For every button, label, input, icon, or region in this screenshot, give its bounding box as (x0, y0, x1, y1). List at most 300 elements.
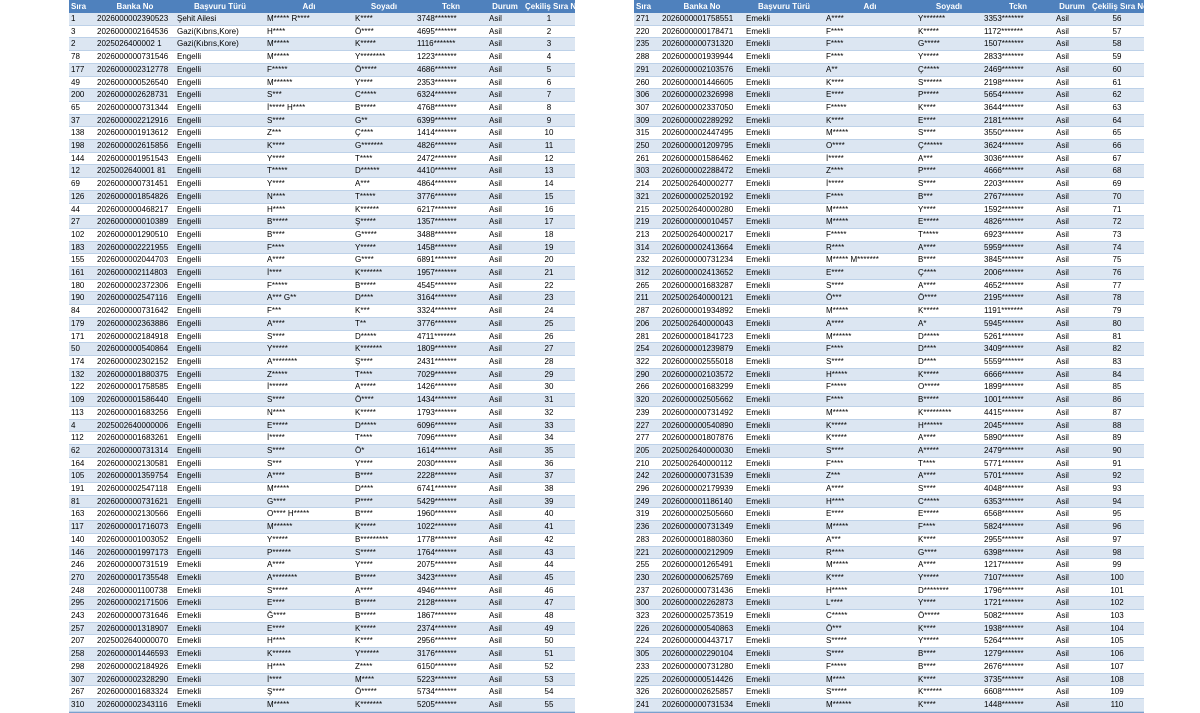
cell-sira: 232 (634, 254, 660, 267)
cell-cekilis-sira-no: 62 (1090, 89, 1144, 102)
cell-basvuru-turu: Emekli (744, 394, 824, 407)
cell-tckn: 2833******* (982, 51, 1054, 64)
cell-sira: 155 (69, 254, 95, 267)
cell-soyadi: Y**** (353, 457, 415, 470)
cell-adi: F**** (824, 38, 916, 51)
table-row (69, 457, 575, 470)
cell-adi: H***** (824, 368, 916, 381)
cell-durum: Asil (1054, 444, 1090, 457)
cell-tckn: 2006******* (982, 267, 1054, 280)
cell-basvuru-turu: Engelli (175, 495, 265, 508)
cell-sira: 295 (69, 597, 95, 610)
cell-basvuru-turu: Engelli (175, 457, 265, 470)
cell-adi: İ***** (265, 432, 353, 445)
cell-sira: 307 (69, 673, 95, 686)
table-row (69, 216, 575, 229)
cell-adi: A**** (824, 483, 916, 496)
cell-adi: P****** (265, 546, 353, 559)
cell-basvuru-turu: Emekli (175, 610, 265, 623)
cell-basvuru-turu: Engelli (175, 508, 265, 521)
cell-sira: 144 (69, 152, 95, 165)
cell-sira: 283 (634, 533, 660, 546)
cell-sira: 281 (634, 330, 660, 343)
cell-sira: 226 (634, 622, 660, 635)
cell-soyadi: Ö**** (353, 25, 415, 38)
cell-durum: Asil (487, 241, 523, 254)
cell-adi: S***** (265, 584, 353, 597)
cell-soyadi: Y**** (353, 559, 415, 572)
cell-durum: Asil (1054, 635, 1090, 648)
cell-soyadi: K*** (353, 305, 415, 318)
cell-adi: K**** (824, 76, 916, 89)
cell-tckn: 1434******* (415, 394, 487, 407)
cell-sira: 146 (69, 546, 95, 559)
cell-soyadi: P**** (353, 495, 415, 508)
cell-adi: M***** (824, 521, 916, 534)
cell-basvuru-turu: Emekli (175, 635, 265, 648)
cell-cekilis-sira-no: 42 (523, 533, 575, 546)
table-row (634, 622, 1144, 635)
cell-tckn: 3776******* (415, 317, 487, 330)
cell-cekilis-sira-no: 40 (523, 508, 575, 521)
cell-sira: 27 (69, 216, 95, 229)
cell-banka-no: 2026000001683261 (95, 432, 175, 445)
cell-adi: Y***** (265, 343, 353, 356)
cell-tckn: 1957******* (415, 267, 487, 280)
cell-tckn: 2353******* (415, 76, 487, 89)
cell-sira: 221 (634, 546, 660, 559)
cell-sira: 44 (69, 203, 95, 216)
table-row (634, 63, 1144, 76)
cell-durum: Asil (1054, 660, 1090, 673)
table-row (634, 343, 1144, 356)
cell-cekilis-sira-no: 29 (523, 368, 575, 381)
table-row (634, 495, 1144, 508)
table-row (69, 622, 575, 635)
cell-durum: Asil (487, 101, 523, 114)
cell-adi: M***** (824, 127, 916, 140)
cell-adi: B**** (265, 228, 353, 241)
cell-tckn: 6568******* (982, 508, 1054, 521)
cell-banka-no: 2025002640000043 (660, 317, 744, 330)
cell-adi: Ş**** (265, 686, 353, 699)
cell-cekilis-sira-no: 21 (523, 267, 575, 280)
cell-tckn: 3776******* (415, 190, 487, 203)
cell-basvuru-turu: Gazi(Kıbrıs,Kore) (175, 25, 265, 38)
cell-sira: 177 (69, 63, 95, 76)
cell-tckn: 2469******* (982, 63, 1054, 76)
cell-soyadi: Ç**** (916, 267, 982, 280)
cell-soyadi: S***** (353, 546, 415, 559)
cell-durum: Asil (487, 190, 523, 203)
cell-tckn: 5429******* (415, 495, 487, 508)
cell-adi: E**** (265, 622, 353, 635)
cell-durum: Asil (1054, 279, 1090, 292)
cell-banka-no: 2026000002343116 (95, 698, 175, 711)
cell-sira: 243 (69, 610, 95, 623)
left-results-table (69, 0, 582, 712)
cell-cekilis-sira-no: 71 (1090, 203, 1144, 216)
table-row (69, 584, 575, 597)
cell-tckn: 5959******* (982, 241, 1054, 254)
cell-tckn: 4768******* (415, 101, 487, 114)
cell-sira: 225 (634, 673, 660, 686)
cell-soyadi: B***** (916, 394, 982, 407)
cell-soyadi: Y***** (916, 635, 982, 648)
cell-tckn: 7096******* (415, 432, 487, 445)
cell-sira: 261 (634, 152, 660, 165)
cell-banka-no: 2026000002130566 (95, 508, 175, 521)
cell-basvuru-turu: Emekli (175, 686, 265, 699)
cell-adi: M***** M******* (824, 254, 916, 267)
cell-sira: 2 (69, 38, 95, 51)
cell-basvuru-turu: Engelli (175, 76, 265, 89)
cell-durum: Asil (487, 279, 523, 292)
cell-sira: 65 (69, 101, 95, 114)
cell-cekilis-sira-no: 58 (1090, 38, 1144, 51)
cell-banka-no: 2026000001880375 (95, 368, 175, 381)
col-header-soyadi: Soyadı (353, 0, 415, 13)
cell-tckn: 4048******* (982, 483, 1054, 496)
table-row (69, 597, 575, 610)
table-row (69, 698, 575, 711)
cell-basvuru-turu: Emekli (744, 190, 824, 203)
cell-tckn: 2767******* (982, 190, 1054, 203)
cell-soyadi: Ç**** (353, 127, 415, 140)
cell-cekilis-sira-no: 95 (1090, 508, 1144, 521)
cell-basvuru-turu: Engelli (175, 521, 265, 534)
cell-basvuru-turu: Emekli (744, 660, 824, 673)
cell-durum: Asil (487, 648, 523, 661)
cell-soyadi: P**** (916, 165, 982, 178)
cell-sira: 4 (69, 419, 95, 432)
cell-tckn: 2075******* (415, 559, 487, 572)
table-row (69, 241, 575, 254)
cell-soyadi: Ş**** (353, 355, 415, 368)
cell-adi: L**** (824, 597, 916, 610)
cell-adi: A******** (265, 355, 353, 368)
cell-soyadi: A**** (916, 470, 982, 483)
cell-basvuru-turu: Engelli (175, 63, 265, 76)
cell-banka-no: 2026000001186140 (660, 495, 744, 508)
cell-sira: 105 (69, 470, 95, 483)
table-row (69, 444, 575, 457)
cell-basvuru-turu: Engelli (175, 254, 265, 267)
cell-soyadi: K***** (353, 406, 415, 419)
cell-banka-no: 2026000001758551 (660, 13, 744, 25)
cell-basvuru-turu: Emekli (744, 228, 824, 241)
cell-banka-no: 2026000002103576 (660, 63, 744, 76)
cell-cekilis-sira-no: 106 (1090, 648, 1144, 661)
cell-basvuru-turu: Emekli (175, 559, 265, 572)
cell-sira: 211 (634, 292, 660, 305)
cell-tckn: 1001******* (982, 394, 1054, 407)
cell-durum: Asil (1054, 178, 1090, 191)
table-row (69, 559, 575, 572)
table-row (69, 63, 575, 76)
cell-basvuru-turu: Emekli (744, 76, 824, 89)
cell-cekilis-sira-no: 92 (1090, 470, 1144, 483)
cell-adi: F***** (824, 381, 916, 394)
cell-sira: 241 (634, 698, 660, 711)
cell-durum: Asil (1054, 533, 1090, 546)
table-row (69, 406, 575, 419)
cell-basvuru-turu: Engelli (175, 444, 265, 457)
cell-banka-no: 2026000001290510 (95, 228, 175, 241)
cell-cekilis-sira-no: 5 (523, 63, 575, 76)
cell-tckn: 5205******* (415, 698, 487, 711)
cell-soyadi: K********* (916, 406, 982, 419)
cell-adi: S**** (265, 330, 353, 343)
cell-cekilis-sira-no: 77 (1090, 279, 1144, 292)
cell-adi: A**** (265, 559, 353, 572)
table-row (634, 470, 1144, 483)
table-row (69, 292, 575, 305)
cell-banka-no: 2026000000010457 (660, 216, 744, 229)
cell-durum: Asil (487, 355, 523, 368)
cell-banka-no: 2026000001716073 (95, 521, 175, 534)
cell-tckn: 4711******* (415, 330, 487, 343)
table-row (634, 152, 1144, 165)
cell-soyadi: D**** (916, 343, 982, 356)
cell-cekilis-sira-no: 2 (523, 25, 575, 38)
cell-soyadi: K***** (353, 622, 415, 635)
table-row (69, 343, 575, 356)
cell-sira: 161 (69, 267, 95, 280)
cell-adi: S*** (265, 89, 353, 102)
cell-cekilis-sira-no: 109 (1090, 686, 1144, 699)
cell-sira: 164 (69, 457, 95, 470)
cell-tckn: 1960******* (415, 508, 487, 521)
cell-durum: Asil (1054, 190, 1090, 203)
table-row (634, 203, 1144, 216)
cell-cekilis-sira-no: 53 (523, 673, 575, 686)
cell-basvuru-turu: Emekli (175, 571, 265, 584)
cell-adi: F***** (265, 279, 353, 292)
cell-sira: 190 (69, 292, 95, 305)
cell-sira: 220 (634, 25, 660, 38)
table-row (69, 483, 575, 496)
table-row (634, 660, 1144, 673)
cell-tckn: 4545******* (415, 279, 487, 292)
cell-tckn: 1809******* (415, 343, 487, 356)
cell-sira: 122 (69, 381, 95, 394)
cell-tckn: 1938******* (982, 622, 1054, 635)
cell-adi: S**** (824, 648, 916, 661)
table-row (634, 305, 1144, 318)
cell-soyadi: K******* (353, 698, 415, 711)
cell-sira: 249 (634, 495, 660, 508)
cell-cekilis-sira-no: 18 (523, 228, 575, 241)
cell-basvuru-turu: Engelli (175, 216, 265, 229)
table-header-row (69, 0, 575, 13)
cell-adi: İ**** (265, 267, 353, 280)
table-header-row (634, 0, 1144, 13)
cell-durum: Asil (487, 698, 523, 711)
cell-adi: İ****** (265, 381, 353, 394)
cell-tckn: 3644******* (982, 101, 1054, 114)
cell-tckn: 7107******* (982, 571, 1054, 584)
cell-banka-no: 2026000001683324 (95, 686, 175, 699)
cell-tckn: 6923******* (982, 228, 1054, 241)
cell-banka-no: 2026000001854826 (95, 190, 175, 203)
table-row (634, 51, 1144, 64)
cell-soyadi: A* (916, 317, 982, 330)
table-row (634, 559, 1144, 572)
cell-banka-no: 2026000002505662 (660, 394, 744, 407)
cell-adi: M****** (824, 698, 916, 711)
cell-adi: Ö*** (824, 292, 916, 305)
cell-tckn: 4415******* (982, 406, 1054, 419)
cell-cekilis-sira-no: 87 (1090, 406, 1144, 419)
cell-adi: M****** (824, 330, 916, 343)
cell-sira: 171 (69, 330, 95, 343)
table-row (634, 546, 1144, 559)
cell-sira: 236 (634, 521, 660, 534)
cell-tckn: 5559******* (982, 355, 1054, 368)
cell-sira: 314 (634, 241, 660, 254)
cell-adi: K**** (824, 114, 916, 127)
cell-basvuru-turu: Emekli (744, 457, 824, 470)
cell-durum: Asil (487, 25, 523, 38)
cell-sira: 69 (69, 178, 95, 191)
cell-basvuru-turu: Engelli (175, 140, 265, 153)
cell-banka-no: 2026000001359754 (95, 470, 175, 483)
cell-sira: 230 (634, 571, 660, 584)
cell-soyadi: P***** (916, 89, 982, 102)
cell-adi: S***** (824, 686, 916, 699)
cell-basvuru-turu: Emekli (744, 13, 824, 25)
table-row (634, 127, 1144, 140)
cell-banka-no: 2026000002221955 (95, 241, 175, 254)
cell-cekilis-sira-no: 15 (523, 190, 575, 203)
cell-soyadi: B********* (353, 533, 415, 546)
cell-banka-no: 2025002640001 81 (95, 165, 175, 178)
cell-banka-no: 2026000002114803 (95, 267, 175, 280)
cell-banka-no: 2026000002262873 (660, 597, 744, 610)
cell-durum: Asil (487, 267, 523, 280)
cell-soyadi: D**** (916, 355, 982, 368)
cell-adi: A**** (265, 470, 353, 483)
cell-cekilis-sira-no: 47 (523, 597, 575, 610)
cell-soyadi: A**** (916, 432, 982, 445)
cell-sira: 198 (69, 140, 95, 153)
cell-soyadi: G**** (353, 254, 415, 267)
cell-banka-no: 2025002640000070 (95, 635, 175, 648)
cell-basvuru-turu: Emekli (744, 610, 824, 623)
cell-adi: F**** (824, 51, 916, 64)
cell-adi: K**** (265, 140, 353, 153)
cell-sira: 315 (634, 127, 660, 140)
cell-cekilis-sira-no: 39 (523, 495, 575, 508)
cell-cekilis-sira-no: 19 (523, 241, 575, 254)
cell-cekilis-sira-no: 91 (1090, 457, 1144, 470)
cell-soyadi: A*** (916, 152, 982, 165)
cell-tckn: 1614******* (415, 444, 487, 457)
cell-banka-no: 2026000000540863 (660, 622, 744, 635)
cell-durum: Asil (1054, 127, 1090, 140)
cell-basvuru-turu: Emekli (175, 622, 265, 635)
cell-tckn: 4826******* (415, 140, 487, 153)
cell-banka-no: 2026000002312778 (95, 63, 175, 76)
cell-sira: 140 (69, 533, 95, 546)
cell-sira: 3 (69, 25, 95, 38)
cell-adi: S**** (824, 279, 916, 292)
cell-cekilis-sira-no: 69 (1090, 178, 1144, 191)
cell-tckn: 2374******* (415, 622, 487, 635)
cell-adi: S*** (265, 457, 353, 470)
table-row (69, 254, 575, 267)
cell-adi: A**** (265, 317, 353, 330)
cell-basvuru-turu: Engelli (175, 419, 265, 432)
table-row (634, 228, 1144, 241)
cell-cekilis-sira-no: 82 (1090, 343, 1144, 356)
cell-banka-no: 2026000000731234 (660, 254, 744, 267)
cell-tckn: 1172******* (982, 25, 1054, 38)
cell-banka-no: 2026000002447495 (660, 127, 744, 140)
cell-basvuru-turu: Engelli (175, 533, 265, 546)
table-row (69, 660, 575, 673)
table-row (634, 483, 1144, 496)
cell-soyadi: D**** (353, 483, 415, 496)
cell-cekilis-sira-no: 11 (523, 140, 575, 153)
cell-soyadi: T***** (353, 190, 415, 203)
cell-durum: Asil (1054, 63, 1090, 76)
cell-tckn: 5771******* (982, 457, 1054, 470)
cell-soyadi: D***** (353, 330, 415, 343)
cell-cekilis-sira-no: 103 (1090, 610, 1144, 623)
cell-banka-no: 2026000000514426 (660, 673, 744, 686)
cell-banka-no: 2026000000731642 (95, 305, 175, 318)
cell-sira: 298 (69, 660, 95, 673)
cell-sira: 310 (69, 698, 95, 711)
table-row (69, 381, 575, 394)
cell-banka-no: 2026000000731314 (95, 444, 175, 457)
cell-adi: İ**** (265, 673, 353, 686)
cell-adi: F**** (824, 25, 916, 38)
cell-tckn: 1191******* (982, 305, 1054, 318)
cell-adi: S**** (265, 394, 353, 407)
table-row (634, 533, 1144, 546)
col-header-sira: Sıra (634, 0, 660, 13)
cell-adi: T***** (265, 165, 353, 178)
cell-tckn: 1223******* (415, 51, 487, 64)
cell-cekilis-sira-no: 22 (523, 279, 575, 292)
cell-banka-no: 2026000001807876 (660, 432, 744, 445)
col-header-cekilis-sira-no: Çekiliş Sıra No (525, 2, 582, 11)
cell-tckn: 5734******* (415, 686, 487, 699)
cell-sira: 126 (69, 190, 95, 203)
cell-adi: Y**** (265, 152, 353, 165)
cell-adi: N**** (265, 406, 353, 419)
cell-cekilis-sira-no: 108 (1090, 673, 1144, 686)
cell-tckn: 2181******* (982, 114, 1054, 127)
cell-banka-no: 2025002640000112 (660, 457, 744, 470)
cell-tckn: 6608******* (982, 686, 1054, 699)
cell-tckn: 5824******* (982, 521, 1054, 534)
cell-cekilis-sira-no: 63 (1090, 101, 1144, 114)
cell-adi: F**** (824, 394, 916, 407)
cell-banka-no: 2026000002628731 (95, 89, 175, 102)
cell-durum: Asil (1054, 571, 1090, 584)
cell-basvuru-turu: Emekli (175, 597, 265, 610)
cell-sira: 235 (634, 38, 660, 51)
table-row (634, 101, 1144, 114)
cell-soyadi: Y***** (916, 51, 982, 64)
cell-soyadi: D****** (353, 165, 415, 178)
cell-durum: Asil (1054, 152, 1090, 165)
table-row (634, 241, 1144, 254)
